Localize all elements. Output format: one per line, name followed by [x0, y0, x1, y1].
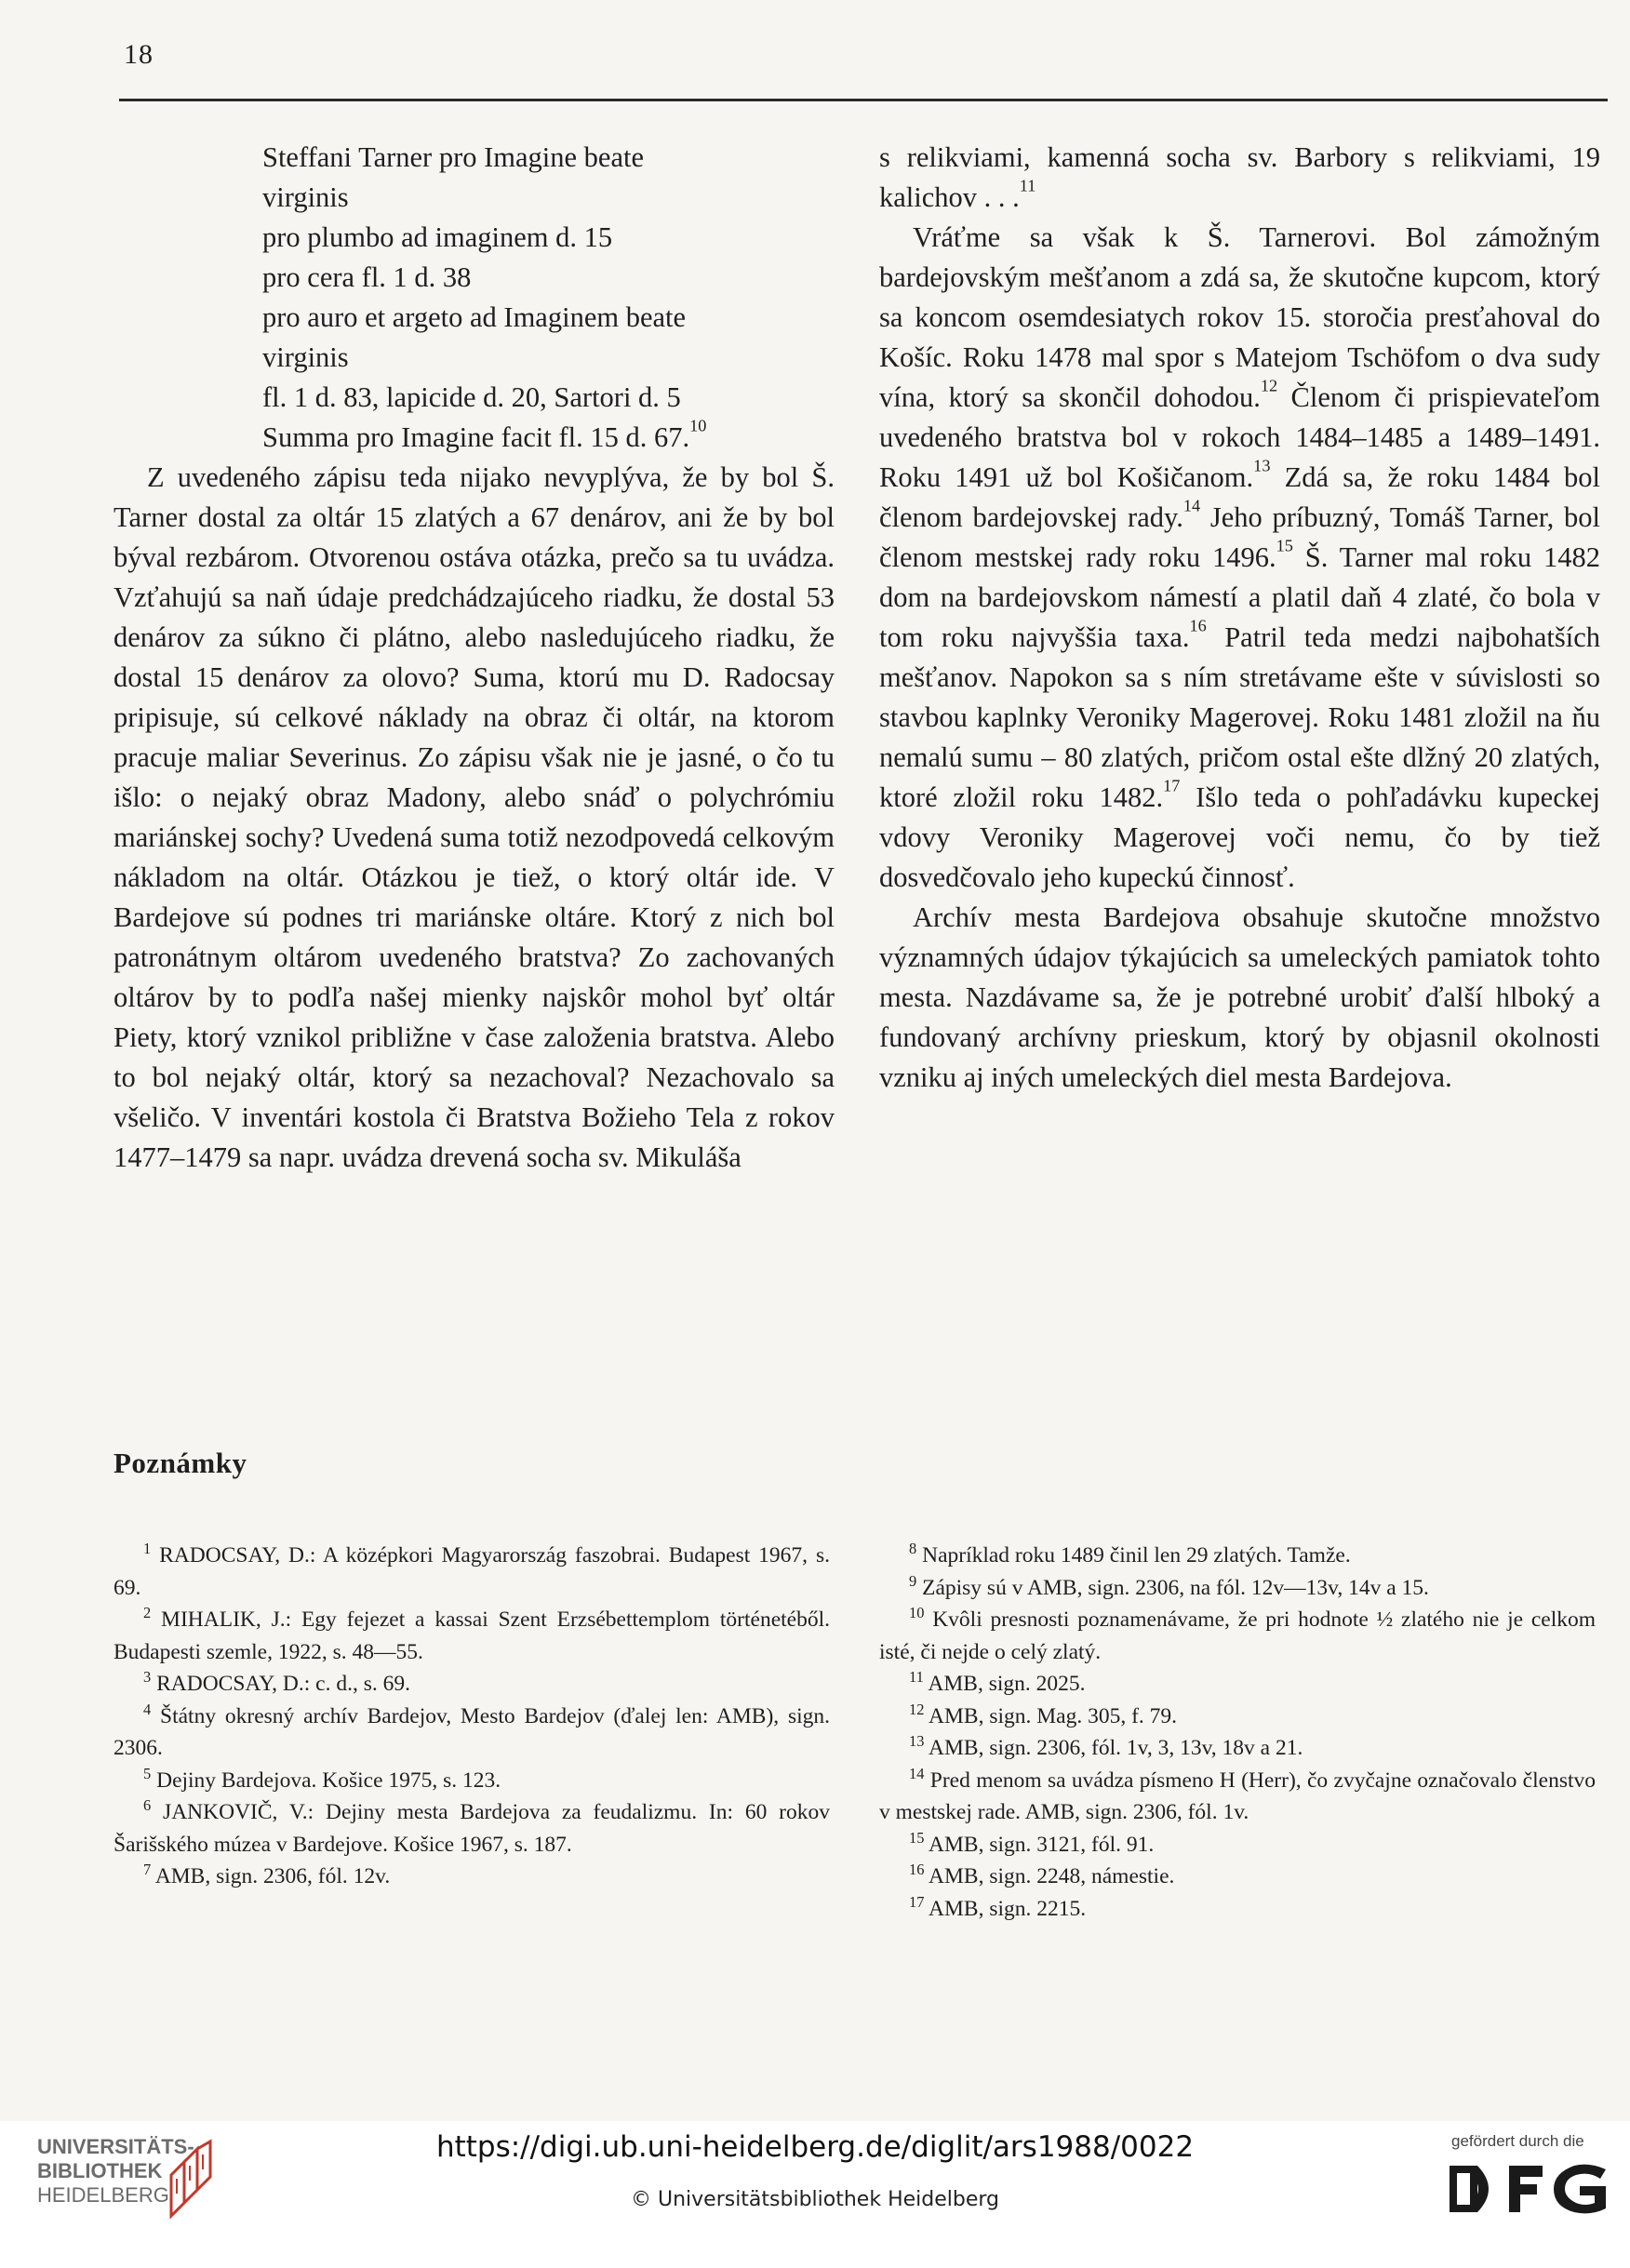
- paragraph-text: Patril teda medzi najbohatších mešťanov. Napokon sa s ním stretávame ešte v súvislosti so stavbou kaplnky Veroniky Magerovej. Roku 1481 zložil na ňu nemalú sumu – 80 zlatých, pričom ostal ešte dlžný 20 zlatých, ktoré zložil roku 1482.: [879, 621, 1600, 813]
- footnote: [114, 1701, 830, 1765]
- footnote-number: 3: [143, 1667, 152, 1686]
- latin-quote: [114, 138, 835, 458]
- quote-line: virginis: [262, 341, 349, 373]
- footnote-number: 9: [909, 1571, 917, 1590]
- quote-line: fl. 1 d. 83, lapicide d. 20, Sartori d. 5: [262, 381, 681, 413]
- quote-line-last: [262, 418, 835, 458]
- footnote-text: Zápisy sú v AMB, sign. 2306, na fól. 12v—13v, 14v a 15.: [922, 1575, 1429, 1600]
- footnote-number: 6: [143, 1795, 152, 1814]
- footnote-number: 11: [909, 1667, 924, 1686]
- footnote: [879, 1765, 1596, 1829]
- library-name-line: HEIDELBERG: [37, 2183, 169, 2207]
- library-name-line: BIBLIOTHEK: [37, 2159, 163, 2182]
- footnote: [879, 1668, 1596, 1701]
- footnote: [114, 1861, 830, 1893]
- footnote: [879, 1861, 1596, 1893]
- footnote-number: 14: [909, 1764, 925, 1782]
- footnote: [879, 1893, 1596, 1926]
- footnote-text: AMB, sign. 2215.: [929, 1896, 1087, 1921]
- footnote-ref: 17: [1163, 776, 1181, 795]
- footnote-text: AMB, sign. 3121, fól. 91.: [929, 1832, 1155, 1857]
- footnote: [879, 1829, 1596, 1861]
- footnote: [879, 1572, 1596, 1605]
- footnote: [114, 1604, 830, 1668]
- footnote-ref: 16: [1189, 616, 1207, 635]
- footnote-text: AMB, sign. 2306, fól. 1v, 3, 13v, 18v a 21.: [929, 1736, 1303, 1760]
- paragraph-text: Išlo teda o pohľadávku kupeckej vdovy Veroniky Magerovej voči nemu, čo by tiež dosvedčovalo jeho kupeckú činnosť.: [879, 781, 1600, 893]
- footnote: [114, 1765, 830, 1797]
- dfg-caption: gefördert durch die: [1451, 2132, 1584, 2150]
- paragraph-text: Členom či prispievateľom uvedeného bratstva bol v rokoch 1484–1485 a 1489–1491. Roku 1491 už bol Košičanom.: [879, 381, 1600, 493]
- footnote-number: 13: [909, 1731, 925, 1750]
- notes-left-column: [114, 1540, 830, 1893]
- footnote-ref: 14: [1182, 496, 1201, 515]
- dfg-logo-icon[interactable]: [1450, 2160, 1610, 2218]
- footnote: [879, 1701, 1596, 1733]
- footnote-ref: 15: [1276, 536, 1293, 555]
- footnote: [114, 1668, 830, 1701]
- footnote-number: 12: [909, 1700, 925, 1718]
- body-paragraph: [879, 138, 1600, 218]
- quote-line: virginis: [262, 181, 349, 213]
- paragraph-text: Š. Tarner mal roku 1482 dom na bardejovskom námestí a platil daň 4 zlaté, čo bola v tom roku najvyššia taxa.: [879, 541, 1600, 653]
- quote-line: Steffani Tarner pro Imagine beate: [262, 141, 645, 173]
- footnote-text: Napríklad roku 1489 činil len 29 zlatých. Tamže.: [922, 1543, 1351, 1568]
- footnote-number: 4: [143, 1700, 152, 1718]
- footnote: [114, 1796, 830, 1861]
- quote-line: pro auro et argeto ad Imaginem beate: [262, 301, 687, 333]
- footnote-number: 1: [143, 1539, 152, 1557]
- body-paragraph: [879, 218, 1600, 898]
- footnote: [879, 1604, 1596, 1668]
- body-paragraph: Archív mesta Bardejova obsahuje skutočne množstvo významných údajov týkajúcich sa umeleckých pamiatok tohto mesta. Nazdávame sa, že je potrebné urobiť ďalší hlboký a fundovaný archívny prieskum, ktorý by objasnil okolnosti vzniku aj iných umeleckých diel mesta Bardejova.: [879, 901, 1600, 1093]
- footnote-text: AMB, sign. 2025.: [928, 1672, 1086, 1696]
- page-number: 18: [124, 39, 154, 70]
- quote-line: pro plumbo ad imaginem d. 15: [262, 221, 613, 253]
- paragraph-text: Vráťme sa však k Š. Tarnerovi. Bol zámožným bardejovským mešťanom a zdá sa, že skutočne kupcom, ktorý sa koncom osemdesiatych rokov 15. storočia presťahoval do Košíc. Roku 1478 mal spor s Matejom Tschöfom o dva sudy vína, ktorý sa skončil dohodou.: [879, 221, 1600, 413]
- paragraph-text: s relikviami, kamenná socha sv. Barbory s relikviami, 19 kalichov . . .: [879, 141, 1600, 213]
- footnote-text: Pred menom sa uvádza písmeno H (Herr), čo zvyčajne označovalo členstvo v mestskej rade. AMB, sign. 2306, fól. 1v.: [879, 1768, 1596, 1824]
- permalink-url[interactable]: https://digi.ub.uni-heidelberg.de/diglit/ars1988/0022: [435, 2130, 1195, 2164]
- footnote-number: 16: [909, 1860, 925, 1878]
- copyright-notice: © Universitätsbibliothek Heidelberg: [630, 2188, 999, 2211]
- library-name-line: UNIVERSITÄTS-: [37, 2135, 194, 2158]
- footnote-ref: 10: [689, 416, 707, 435]
- footnote-text: Kvôli presnosti poznamenávame, že pri hodnote ½ zlatého nie je celkom isté, či nejde o celý zlatý.: [879, 1608, 1596, 1664]
- footnote-text: AMB, sign. Mag. 305, f. 79.: [929, 1703, 1178, 1728]
- footnote-number: 5: [143, 1764, 152, 1782]
- footnote-text: MIHALIK, J.: Egy fejezet a kassai Szent Erzsébettemplom történetéből. Budapesti szemle, 1922, s. 48—55.: [114, 1608, 830, 1664]
- footnote-number: 2: [143, 1603, 152, 1621]
- footnote-text: Štátny okresný archív Bardejov, Mesto Bardejov (ďalej len: AMB), sign. 2306.: [114, 1703, 830, 1760]
- quote-line-text: Summa pro Imagine facit fl. 15 d. 67.: [262, 421, 690, 453]
- notes-right-column: [879, 1540, 1596, 1925]
- footnote-ref: 13: [1253, 456, 1271, 475]
- footnote-number: 10: [909, 1603, 925, 1621]
- footnote: [879, 1540, 1596, 1572]
- footnote-ref: 12: [1260, 376, 1278, 395]
- footnote-ref: 11: [1019, 176, 1036, 195]
- footnote-number: 17: [909, 1892, 925, 1911]
- footnote-number: 7: [143, 1860, 152, 1878]
- footnote-number: 15: [909, 1828, 925, 1847]
- footnote-text: JANKOVIČ, V.: Dejiny mesta Bardejova za feudalizmu. In: 60 rokov Šarišského múzea v Bardejove. Košice 1967, s. 187.: [114, 1800, 830, 1857]
- footnote-number: 8: [909, 1539, 917, 1557]
- paragraph-text: Jeho príbuzný, Tomáš Tarner, bol členom mestskej rady roku 1496.: [879, 501, 1601, 573]
- left-column: [114, 138, 835, 1178]
- footnote-text: AMB, sign. 2306, fól. 12v.: [154, 1864, 391, 1888]
- footnote: [114, 1540, 830, 1604]
- notes-heading: Poznámky: [114, 1447, 247, 1479]
- top-rule: [119, 99, 1608, 101]
- footnote-text: Dejiny Bardejova. Košice 1975, s. 123.: [156, 1768, 501, 1793]
- right-column: [879, 138, 1600, 1098]
- body-paragraph: Z uvedeného zápisu teda nijako nevyplýva, že by bol Š. Tarner dostal za oltár 15 zlatých a 67 denárov, ani že by bol býval rezbárom. Otvorenou ostáva otázka, prečo sa tu uvádza. Vzťahujú sa naň údaje predchádzajúceho riadku, že dostal 53 denárov za súkno či plátno, alebo nasledujúceho riadku, že dostal 15 denárov za olovo? Suma, ktorú mu D. Radocsay pripisuje, sú celkové náklady na obraz či oltár, na ktorom pracuje maliar Severinus. Zo zápisu však nie je jasné, o čo tu išlo: o nejaký obraz Madony, alebo snáď o polychrómiu mariánskej sochy? Uvedená suma totiž nezodpovedá celkovým nákladom na oltár. Otázkou je tiež, o ktorý oltár ide. V Bardejove sú podnes tri mariánske oltáre. Ktorý z nich bol patronátnym oltárom uvedeného bratstva? Zo zachovaných oltárov by to podľa našej mienky najskôr mohol byť oltár Piety, ktorý vznikol približne v čase založenia bratstva. Alebo to bol nejaký oltár, ktorý sa nezachoval? Nezachovalo sa všeličo. V inventári kostola či Bratstva Božieho Tela z rokov 1477–1479 sa napr. uvádza drevená socha sv. Mikuláša: [114, 461, 835, 1173]
- footnote-text: RADOCSAY, D.: A középkori Magyarország faszobrai. Budapest 1967, s. 69.: [114, 1543, 830, 1600]
- footnote-text: AMB, sign. 2248, námestie.: [929, 1864, 1175, 1888]
- footnote-text: RADOCSAY, D.: c. d., s. 69.: [156, 1672, 411, 1696]
- footnote: [879, 1732, 1596, 1765]
- quote-line: pro cera fl. 1 d. 38: [262, 261, 472, 293]
- paragraph-text: Zdá sa, že roku 1484 bol členom bardejovskej rady.: [879, 461, 1601, 533]
